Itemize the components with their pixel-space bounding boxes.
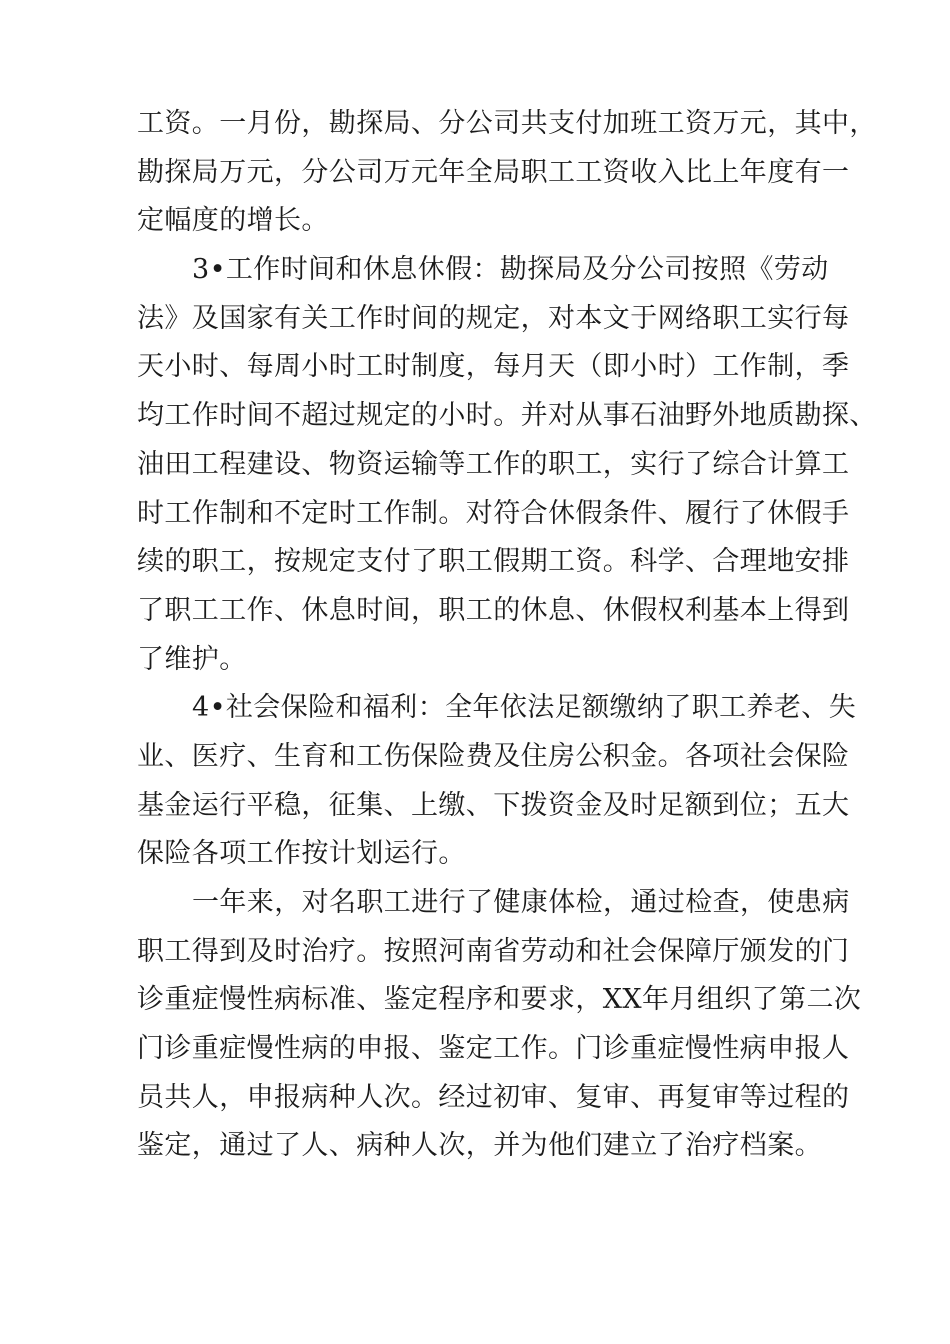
text-line: 油田工程建设、物资运输等工作的职工，实行了综合计算工	[137, 448, 850, 480]
text-line: 均工作时间不超过规定的小时。并对从事石油野外地质勘探、	[137, 400, 877, 432]
paragraph-start-line: 3•工作时间和休息休假：勘探局及分公司按照《劳动	[192, 254, 829, 286]
text-line: 勘探局万元，分公司万元年全局职工工资收入比上年度有一	[137, 156, 850, 188]
text-line: 业、医疗、生育和工伤保险费及住房公积金。各项社会保险	[137, 740, 850, 772]
text-line: 续的职工，按规定支付了职工假期工资。科学、合理地安排	[137, 546, 850, 578]
text-line: 基金运行平稳，征集、上缴、下拨资金及时足额到位；五大	[137, 789, 850, 821]
text-line: 了维护。	[137, 643, 247, 675]
paragraph-start-line: 4•社会保险和福利：全年依法足额缴纳了职工养老、失	[192, 692, 857, 724]
text-line: 诊重症慢性病标准、鉴定程序和要求，XX年月组织了第二次	[137, 984, 862, 1016]
text-line: 了职工工作、休息时间，职工的休息、休假权利基本上得到	[137, 594, 850, 626]
text-line: 定幅度的增长。	[137, 205, 329, 237]
text-line: 鉴定，通过了人、病种人次，并为他们建立了治疗档案。	[137, 1130, 822, 1162]
text-line: 工资。一月份，勘探局、分公司共支付加班工资万元，其中，	[137, 108, 877, 139]
text-line: 职工得到及时治疗。按照河南省劳动和社会保障厅颁发的门	[137, 935, 850, 967]
document-body	[137, 100, 877, 1171]
text-line: 门诊重症慢性病的申报、鉴定工作。门诊重症慢性病申报人	[137, 1033, 850, 1065]
text-line: 员共人，申报病种人次。经过初审、复审、再复审等过程的	[137, 1081, 850, 1113]
text-line: 天小时、每周小时工时制度，每月天（即小时）工作制，季	[137, 351, 850, 383]
text-line: 保险各项工作按计划运行。	[137, 838, 466, 870]
text-line: 时工作制和不定时工作制。对符合休假条件、履行了休假手	[137, 497, 850, 529]
text-line: 法》及国家有关工作时间的规定，对本文于网络职工实行每	[137, 302, 850, 334]
paragraph-start-line: 一年来，对名职工进行了健康体检，通过检查，使患病	[192, 887, 850, 918]
